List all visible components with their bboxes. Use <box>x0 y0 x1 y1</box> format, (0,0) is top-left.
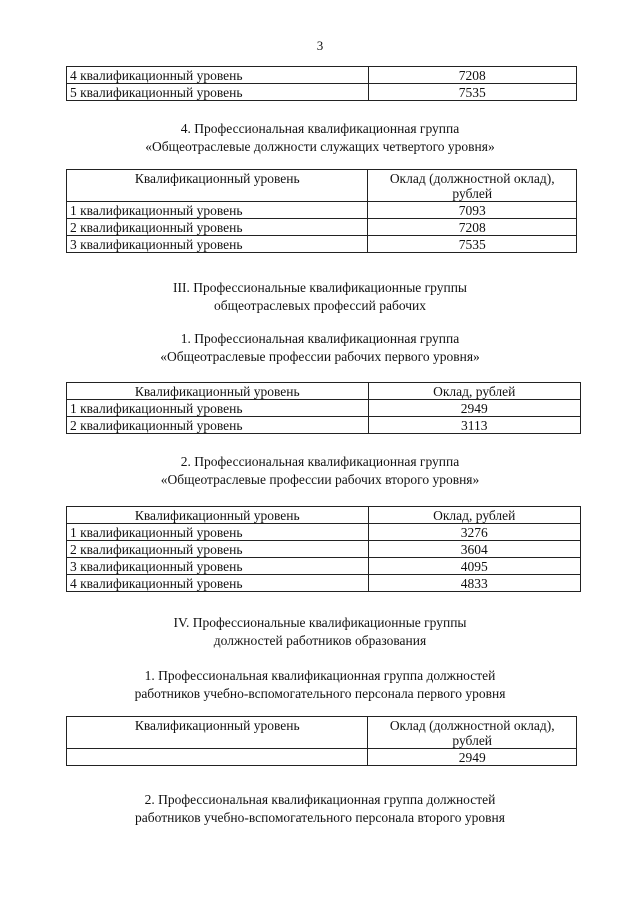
table-row <box>67 400 581 417</box>
table-row <box>67 202 577 219</box>
heading-line: 1. Профессиональная квалификационная группа <box>180 331 460 346</box>
table-row <box>67 524 581 541</box>
table-row <box>67 67 577 84</box>
heading-line: «Общеотраслевые должности служащих четвертого уровня» <box>145 139 495 154</box>
section-heading <box>0 614 640 650</box>
heading-line: 2. Профессиональная квалификационная группа <box>180 454 460 469</box>
salary-cell: 3113 <box>368 417 581 434</box>
heading-line: 1. Профессиональная квалификационная группа должностей <box>144 668 496 683</box>
salary-table-workers-level1 <box>66 382 581 434</box>
table-header-row <box>67 717 577 749</box>
table-row <box>67 417 581 434</box>
level-cell: 4 квалификационный уровень <box>67 67 369 84</box>
salary-cell: 4833 <box>368 575 581 592</box>
page-number: 3 <box>316 38 324 53</box>
salary-cell: 7208 <box>368 67 576 84</box>
salary-cell: 4095 <box>368 558 581 575</box>
heading-line: 2. Профессиональная квалификационная группа должностей <box>144 792 496 807</box>
section-heading <box>0 279 640 315</box>
level-cell: 2 квалификационный уровень <box>67 219 368 236</box>
salary-cell: 3276 <box>368 524 581 541</box>
table-row <box>67 749 577 766</box>
level-cell: 5 квалификационный уровень <box>67 84 369 101</box>
level-cell: 1 квалификационный уровень <box>67 524 369 541</box>
level-cell: 3 квалификационный уровень <box>67 236 368 253</box>
column-header-salary: Оклад, рублей <box>368 507 581 524</box>
salary-table-continued <box>66 66 577 101</box>
salary-cell: 7535 <box>368 84 576 101</box>
table-row <box>67 575 581 592</box>
table-row <box>67 84 577 101</box>
heading-line: общеотраслевых профессий рабочих <box>213 298 427 313</box>
group-heading <box>0 791 640 827</box>
salary-table-workers-level2 <box>66 506 581 592</box>
salary-cell: 7093 <box>368 202 577 219</box>
group-heading <box>0 330 640 366</box>
salary-cell: 2949 <box>368 400 581 417</box>
level-cell: 2 квалификационный уровень <box>67 417 369 434</box>
column-header-level: Квалификационный уровень <box>67 717 368 749</box>
level-cell: 1 квалификационный уровень <box>67 400 369 417</box>
level-cell: 2 квалификационный уровень <box>67 541 369 558</box>
table-row <box>67 219 577 236</box>
table-header-row <box>67 383 581 400</box>
table-row <box>67 558 581 575</box>
heading-line: «Общеотраслевые профессии рабочих первого уровня» <box>160 349 480 364</box>
group-heading <box>0 453 640 489</box>
salary-table-group4 <box>66 169 577 253</box>
level-cell: 3 квалификационный уровень <box>67 558 369 575</box>
group-heading <box>0 667 640 703</box>
salary-cell: 7208 <box>368 219 577 236</box>
column-header-salary: Оклад (должностной оклад), рублей <box>368 717 577 749</box>
heading-line: IV. Профессиональные квалификационные группы <box>173 615 467 630</box>
table-header-row <box>67 170 577 202</box>
salary-cell: 3604 <box>368 541 581 558</box>
column-header-level: Квалификационный уровень <box>67 507 369 524</box>
heading-line: «Общеотраслевые профессии рабочих второго уровня» <box>160 472 480 487</box>
column-header-level: Квалификационный уровень <box>67 170 368 202</box>
salary-table-education-level1 <box>66 716 577 766</box>
table-row <box>67 541 581 558</box>
column-header-salary: Оклад (должностной оклад), рублей <box>368 170 577 202</box>
level-cell: 4 квалификационный уровень <box>67 575 369 592</box>
heading-line: III. Профессиональные квалификационные группы <box>172 280 468 295</box>
group-heading <box>0 120 640 156</box>
salary-cell: 7535 <box>368 236 577 253</box>
level-cell <box>67 749 368 766</box>
column-header-salary: Оклад, рублей <box>368 383 581 400</box>
column-header-level: Квалификационный уровень <box>67 383 369 400</box>
heading-line: должностей работников образования <box>213 633 427 648</box>
level-cell: 1 квалификационный уровень <box>67 202 368 219</box>
salary-cell: 2949 <box>368 749 577 766</box>
heading-line: работников учебно-вспомогательного персонала первого уровня <box>134 686 506 701</box>
table-row <box>67 236 577 253</box>
heading-line: 4. Профессиональная квалификационная группа <box>180 121 460 136</box>
table-header-row <box>67 507 581 524</box>
heading-line: работников учебно-вспомогательного персонала второго уровня <box>135 810 505 825</box>
